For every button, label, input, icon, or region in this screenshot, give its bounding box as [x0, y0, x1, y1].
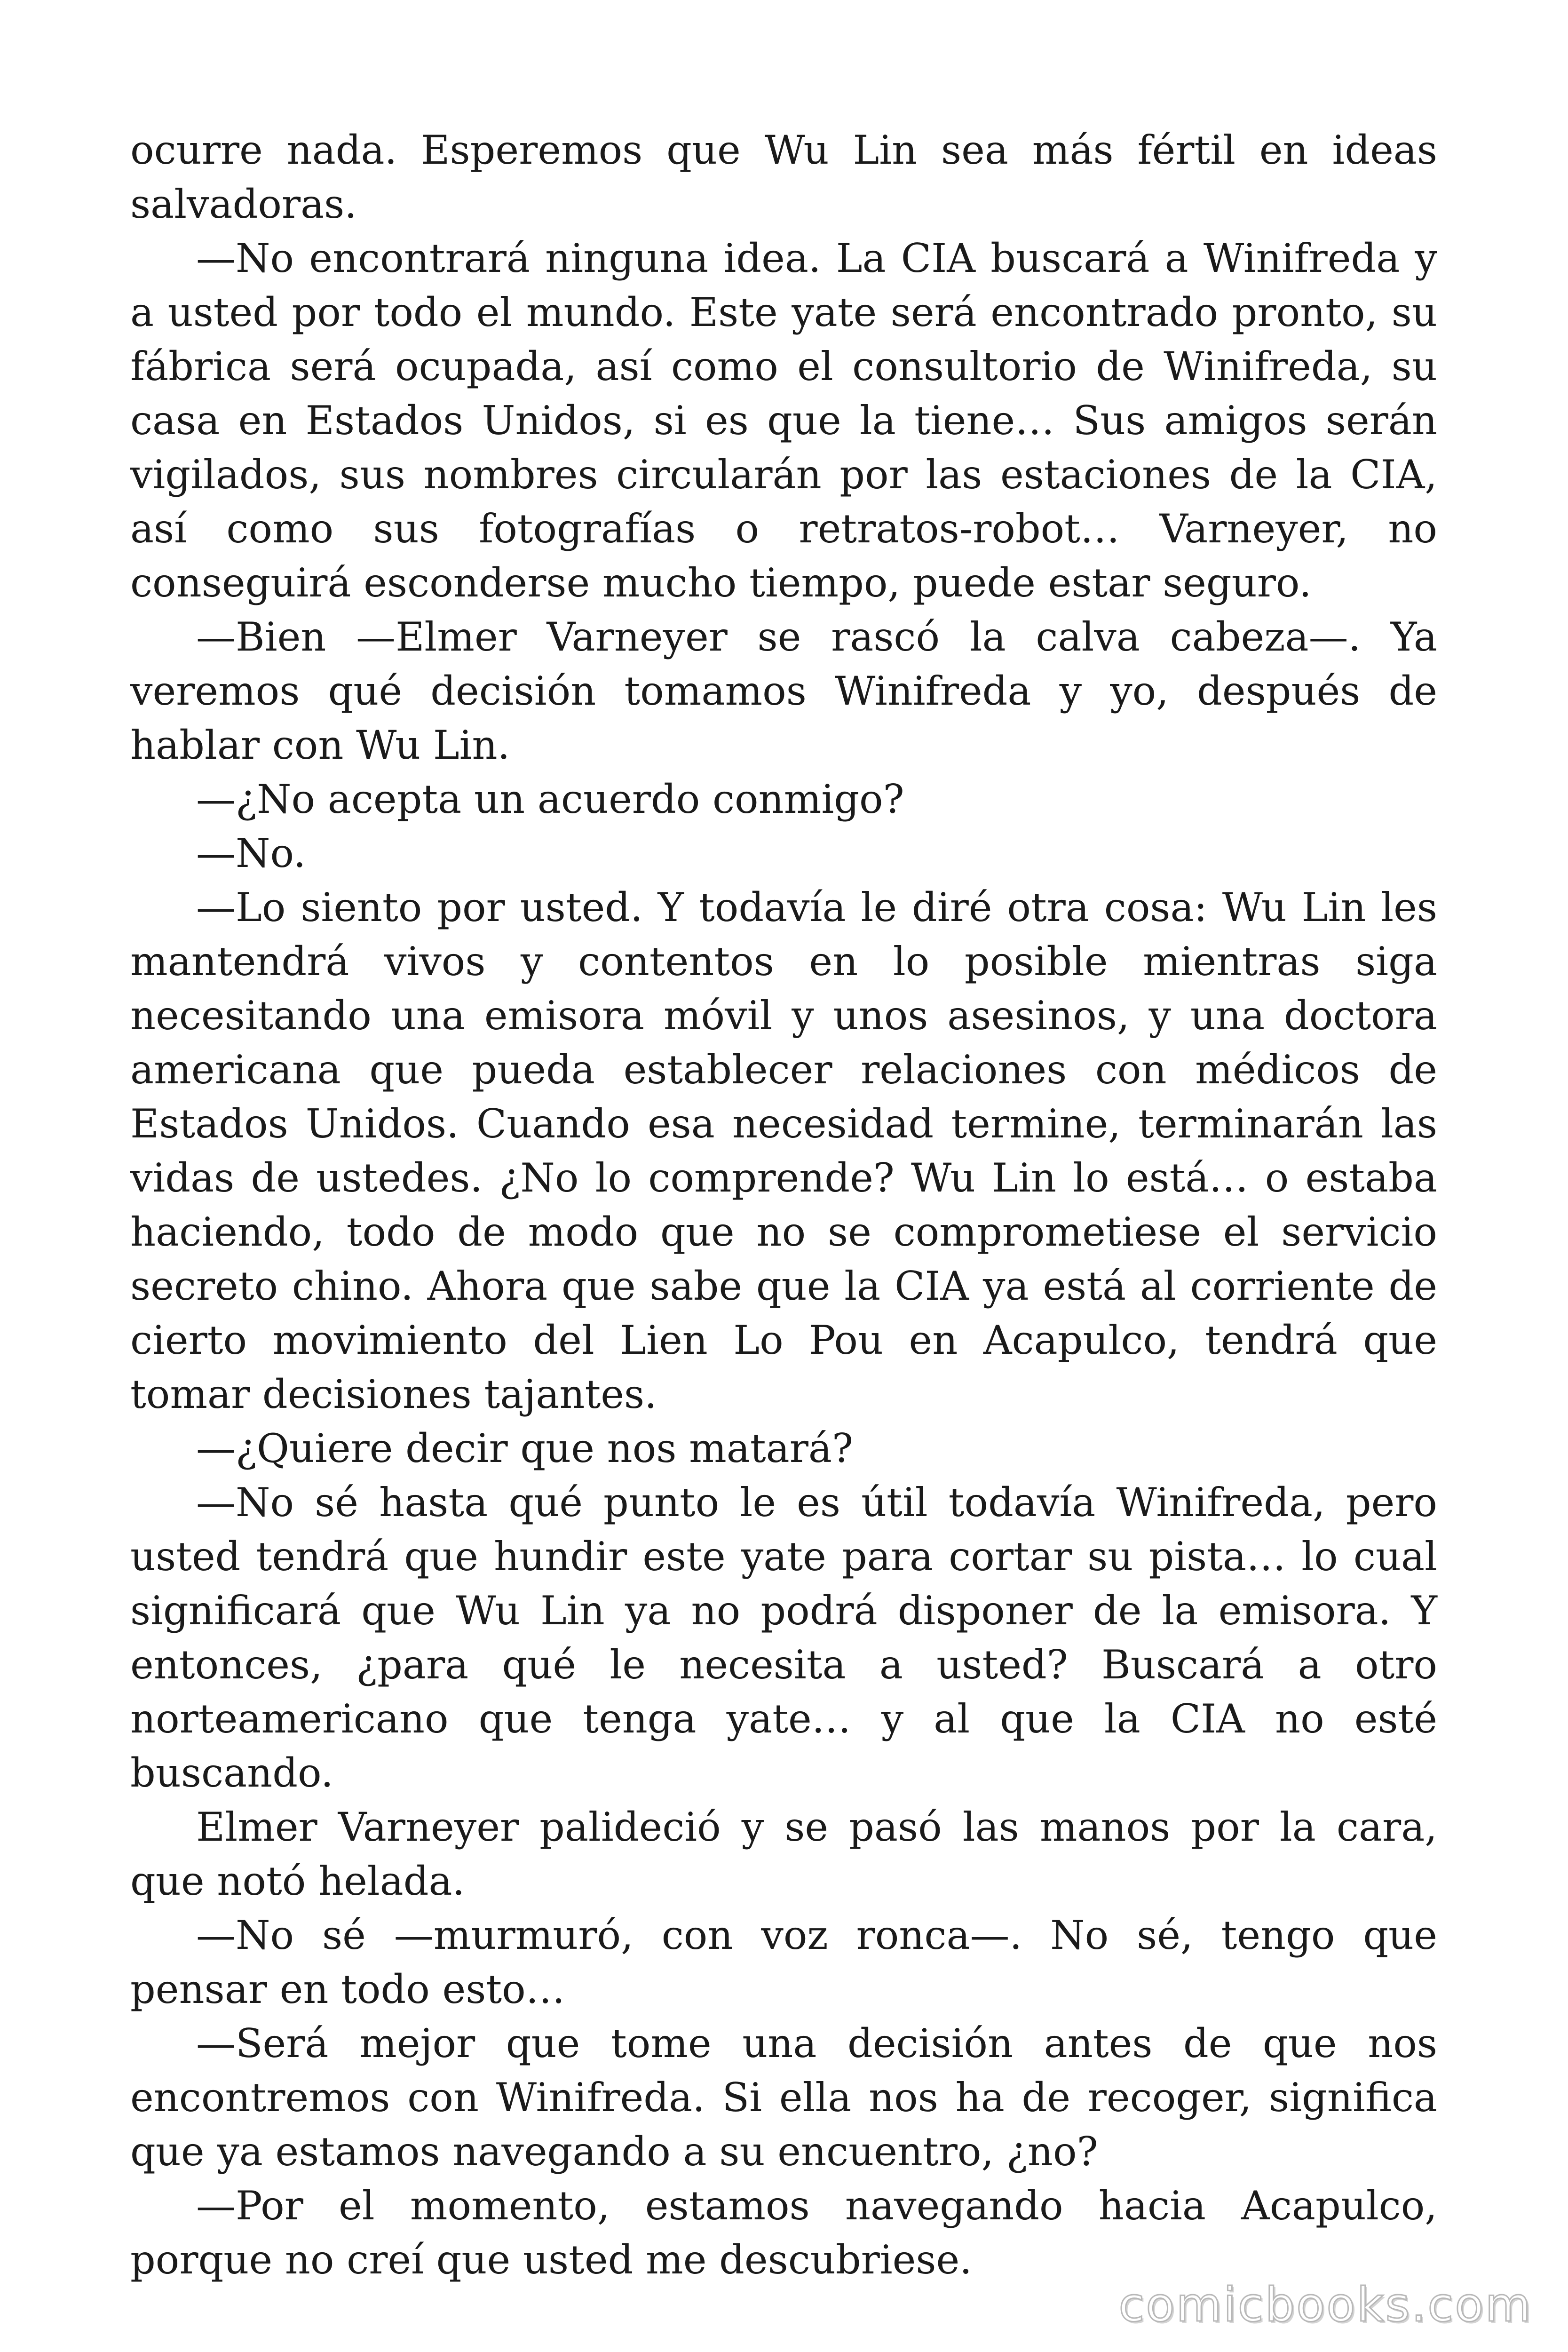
watermark: comicbooks.com — [1118, 2277, 1532, 2332]
page-text-body — [130, 123, 1437, 2287]
paragraph-9: Elmer Varneyer palideció y se pasó las manos por la cara, que notó helada. — [130, 1804, 1437, 1904]
paragraph-11: —Será mejor que tome una decisión antes de que nos encontremos con Winifreda. Si ella nos ha de recoger, significa que ya estamos navegando a su encuentro, ¿no? — [130, 2020, 1437, 2175]
paragraph-10: —No sé —murmuró, con voz ronca—. No sé, tengo que pensar en todo esto… — [130, 1912, 1437, 2012]
paragraph-12: —Por el momento, estamos navegando hacia Acapulco, porque no creí que usted me descubriese. — [130, 2183, 1437, 2283]
paragraph-7: —¿Quiere decir que nos matará? — [196, 1425, 853, 1471]
paragraph-5: —No. — [196, 830, 306, 876]
paragraph-6: —Lo siento por usted. Y todavía le diré otra cosa: Wu Lin les mantendrá vivos y contentos en lo posible mientras siga necesitando una emisora móvil y unos asesinos, y una doctora americana que pueda establecer relaciones con médicos de Estados Unidos. Cuando esa necesidad termine, terminarán las vidas de ustedes. ¿No lo comprende? Wu Lin lo está… o estaba haciendo, todo de modo que no se comprometiese el servicio secreto chino. Ahora que sabe que la CIA ya está al corriente de cierto movimiento del Lien Lo Pou en Acapulco, tendrá que tomar decisiones tajantes. — [130, 884, 1437, 1417]
paragraph-2: —No encontrará ninguna idea. La CIA buscará a Winifreda y a usted por todo el mundo. Este yate será encontrado pronto, su fábrica será ocupada, así como el consultorio de Winifreda, su casa en Estados Unidos, si es que la tiene… Sus amigos serán vigilados, sus nombres circularán por las estaciones de la CIA, así como sus fotografías o retratos-robot… Varneyer, no conseguirá esconderse mucho tiempo, puede estar seguro. — [130, 235, 1437, 606]
paragraph-8: —No sé hasta qué punto le es útil todavía Winifreda, pero usted tendrá que hundir este yate para cortar su pista… lo cual significará que Wu Lin ya no podrá disponer de la emisora. Y entonces, ¿para qué le necesita a usted? Buscará a otro norteamericano que tenga yate… y al que la CIA no esté buscando. — [130, 1479, 1437, 1796]
paragraph-1: ocurre nada. Esperemos que Wu Lin sea más fértil en ideas salvadoras. — [130, 127, 1437, 227]
paragraph-3: —Bien —Elmer Varneyer se rascó la calva cabeza—. Ya veremos qué decisión tomamos Winifreda y yo, después de hablar con Wu Lin. — [130, 614, 1437, 768]
paragraph-4: —¿No acepta un acuerdo conmigo? — [196, 776, 904, 822]
